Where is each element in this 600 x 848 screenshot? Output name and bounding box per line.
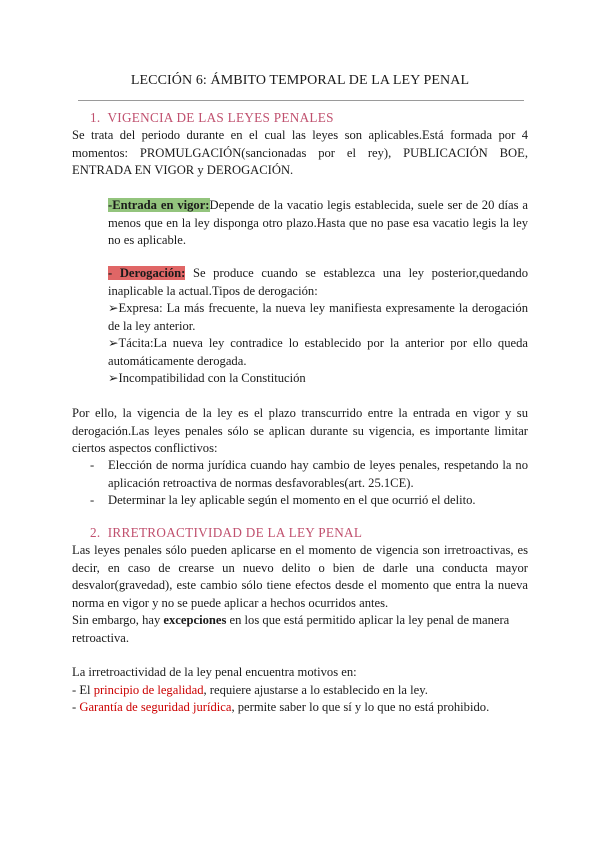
- section-2-number: 2.: [90, 525, 101, 540]
- motivos-intro: La irretroactividad de la ley penal encuentra motivos en:: [72, 665, 357, 679]
- list-item-text: Determinar la ley aplicable según el momento en el que ocurrió el delito.: [108, 493, 476, 508]
- motivo-seguridad-juridica: [72, 699, 528, 717]
- list-dash: -: [90, 493, 95, 508]
- motivo-1-prefix: - El: [72, 683, 94, 697]
- entrada-en-vigor-label: -Entrada en vigor:: [108, 198, 210, 212]
- motivo-2-highlight: Garantía de seguridad jurídica: [79, 700, 232, 714]
- section-2-heading: [90, 524, 362, 542]
- motivo-2-rest: , permite saber lo que sí y lo que no está prohibido.: [231, 700, 490, 714]
- list-item: [90, 492, 528, 510]
- section-1-conclusion: Por ello, la vigencia de la ley es el plazo transcurrido entre la entrada en vigor y su derogación.Las leyes penales sólo se aplican durante su vigencia, es importante limitar ciertos aspectos conflictivos:: [72, 406, 528, 456]
- motivo-legalidad: [72, 682, 528, 700]
- section-1-number: 1.: [90, 110, 101, 125]
- motivo-1-highlight: principio de legalidad: [93, 683, 204, 697]
- derogacion-type-incompatibilidad: ➢Incompatibilidad con la Constitución: [108, 371, 306, 385]
- list-item: [90, 457, 528, 492]
- derogacion-text: Se produce cuando se establezca una ley posterior,quedando inaplicable la actual.Tipos de derogación:: [108, 266, 528, 298]
- motivo-1-rest: , requiere ajustarse a lo establecido en la ley.: [203, 683, 428, 697]
- exceptions-post-text: en los que está permitido aplicar la ley penal de manera retroactiva.: [72, 613, 510, 645]
- exceptions-pre-text: Sin embargo, hay: [72, 613, 164, 627]
- list-item-text: Elección de norma jurídica cuando hay cambio de leyes penales, respetando la no aplicación retroactiva de normas desfavorables(art. 25.1CE).: [108, 458, 528, 490]
- section-1-title: VIGENCIA DE LAS LEYES PENALES: [107, 110, 334, 125]
- section-2-paragraph-1: Las leyes penales sólo pueden aplicarse en el momento de vigencia son irretroactivas, es decir, en caso de crearse un nuevo delito o bien de darle una conducta mayor desvalor(gravedad), este cambio sólo tiene efectos desde el momento que entra la nueva norma en vigor y no se puede aplicar a hechos ocurridos antes.: [72, 543, 528, 610]
- section-1-intro: Se trata del periodo durante en el cual las leyes son aplicables.Está formada por 4 momentos: PROMULGACIÓN(sancionadas por el rey), PUBLICACIÓN BOE, ENTRADA EN VIGOR y DEROGACIÓN.: [72, 128, 528, 178]
- section-2-paragraph-2: [72, 612, 528, 647]
- derogacion-label: - Derogación:: [108, 266, 186, 280]
- derogacion-type-expresa: ➢Expresa: La más frecuente, la nueva ley manifiesta expresamente la derogación de la ley anterior.: [108, 301, 528, 333]
- conflict-aspects-list: [90, 457, 528, 510]
- exceptions-bold: excepciones: [163, 613, 227, 627]
- derogacion-type-tacita: ➢Tácita:La nueva ley contradice lo establecido por la anterior por ello queda automáticamente derogada.: [108, 336, 528, 368]
- section-1-heading: [90, 109, 334, 127]
- page-title: LECCIÓN 6: ÁMBITO TEMPORAL DE LA LEY PENAL: [130, 73, 470, 88]
- list-dash: -: [90, 458, 95, 472]
- title-divider: [78, 100, 524, 101]
- entrada-en-vigor-paragraph: [108, 197, 528, 250]
- entrada-en-vigor-text: Depende de la vacatio legis establecida, suele ser de 20 días a menos que en la ley disponga otro plazo.Hasta que no pase esa vacatio legis la ley no es aplicable.: [108, 198, 529, 248]
- motivo-2-prefix: -: [72, 700, 80, 714]
- section-2-title: IRRETROACTIVIDAD DE LA LEY PENAL: [107, 525, 363, 540]
- derogacion-paragraph: [108, 265, 528, 300]
